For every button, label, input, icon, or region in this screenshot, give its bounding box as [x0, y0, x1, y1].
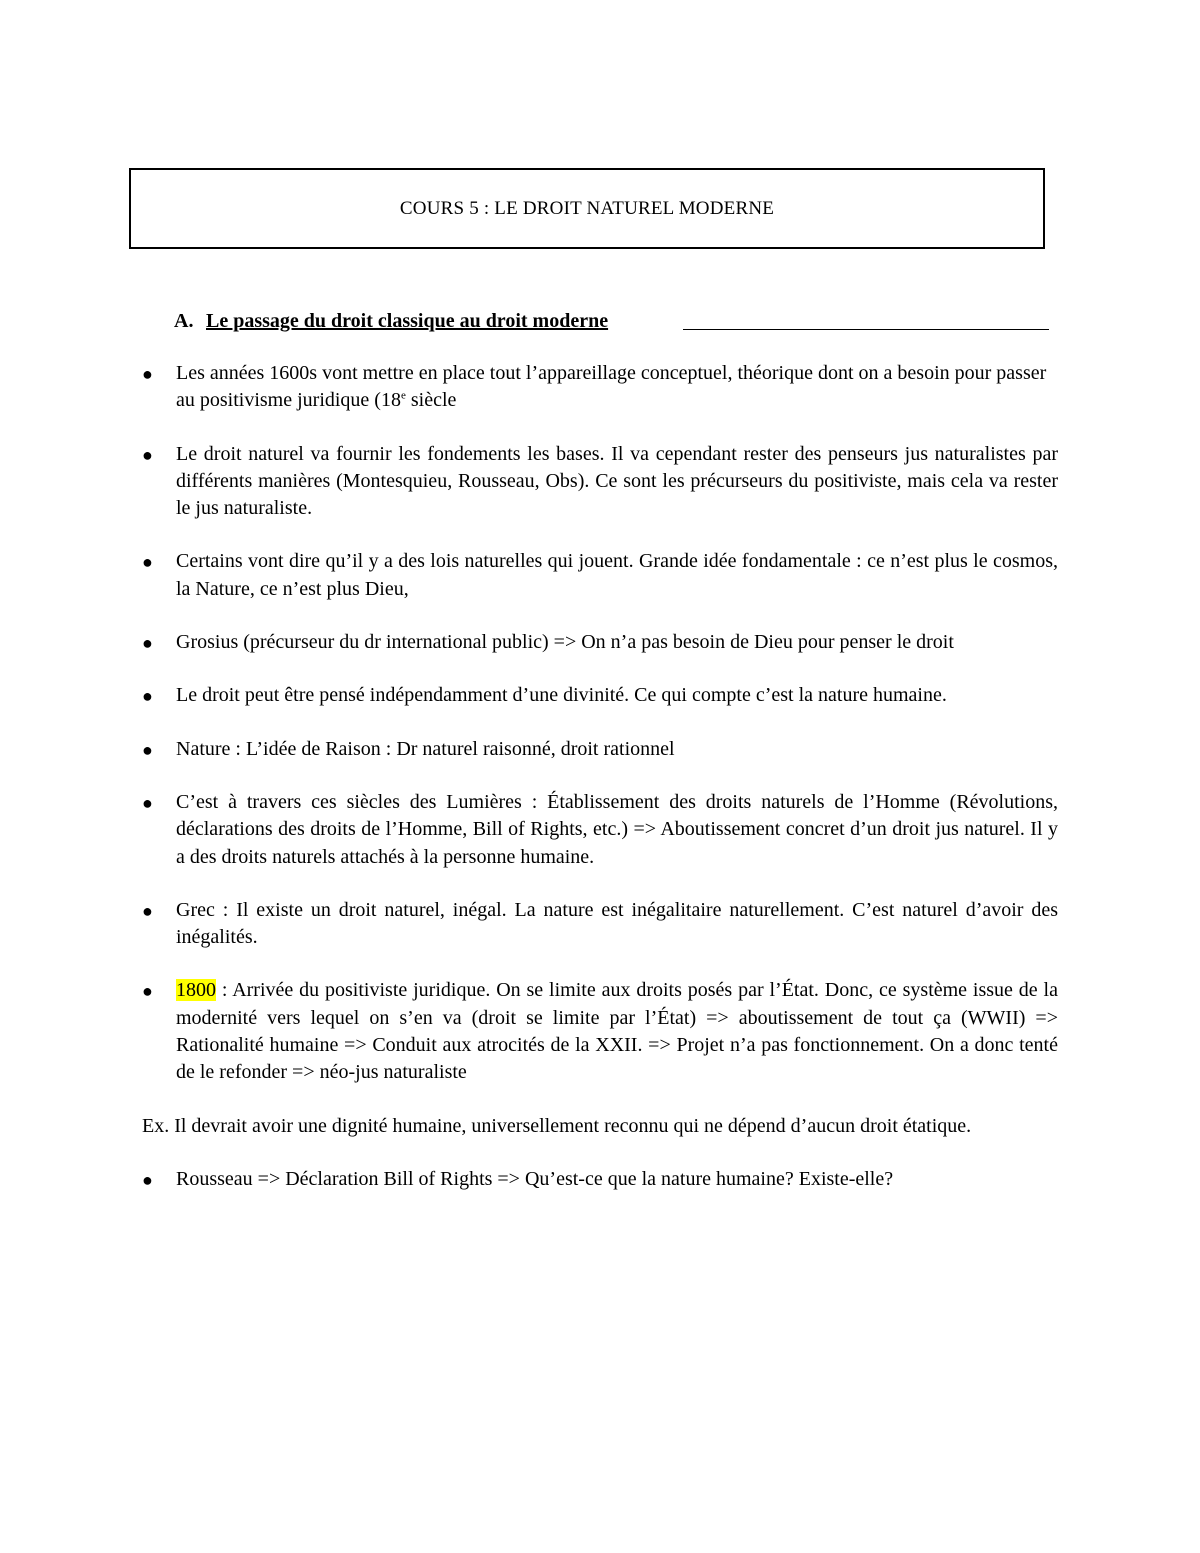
bullet-icon: ●: [142, 444, 153, 465]
section-letter: A.: [174, 310, 194, 332]
list-item: [142, 977, 1058, 1086]
bullet-icon: ●: [142, 981, 153, 1002]
list-item: [142, 1166, 1058, 1193]
title-box: [129, 168, 1045, 249]
bullet-icon: ●: [142, 633, 153, 654]
list-item: [142, 548, 1058, 603]
list-item-text: siècle: [405, 389, 457, 412]
list-item: [142, 789, 1058, 871]
bullet-icon: ●: [142, 739, 153, 760]
list-item-text: Rousseau => Déclaration Bill of Rights => Qu’est-ce que la nature humaine? Existe-elle?: [176, 1167, 894, 1190]
list-item: [142, 736, 1058, 763]
list-item-text: Le droit peut être pensé indépendamment d’une divinité. Ce qui compte c’est la nature humaine.: [176, 684, 947, 707]
section-heading-text: Le passage du droit classique au droit moderne: [206, 310, 609, 332]
list-item: [142, 629, 1058, 656]
superscript: e: [400, 389, 406, 402]
bullet-icon: ●: [142, 686, 153, 707]
section-heading: [175, 308, 1049, 335]
bullet-icon: ●: [142, 900, 153, 921]
example-paragraph: Ex. Il devrait avoir une dignité humaine, universellement reconnu qui ne dépend d’aucun droit étatique.: [142, 1114, 972, 1137]
bullet-icon: ●: [142, 552, 153, 573]
list-item-text: Le droit naturel va fournir les fondements les bases. Il va cependant rester des penseurs jus naturalistes par différents manières (Montesquieu, Rousseau, Obs). Ce sont les précurseurs du positiviste, mais cela va rester le jus naturaliste.: [176, 442, 1058, 520]
list-item-text: Nature : L’idée de Raison : Dr naturel raisonné, droit rationnel: [176, 737, 675, 760]
heading-underline-fill: [683, 329, 1049, 330]
page-title: COURS 5 : LE DROIT NATUREL MODERNE: [399, 197, 775, 219]
highlighted-year: 1800: [176, 979, 216, 1002]
list-item: [142, 897, 1058, 952]
list-item-text: C’est à travers ces siècles des Lumières : Établissement des droits naturels de l’Homme (Révolutions, déclarations des droits de l’Homme, Bill of Rights, etc.) => Aboutissement concret d’un droit jus naturel. Il y a des droits naturels attachés à la personne humaine.: [176, 790, 1058, 868]
list-item-text: Les années 1600s vont mettre en place tout l’appareillage conceptuel, théorique dont on a besoin pour passer au positivisme juridique (18: [176, 362, 1047, 412]
list-item-text: Certains vont dire qu’il y a des lois naturelles qui jouent. Grande idée fondamentale : ce n’est plus le cosmos, la Nature, ce n’est plus Dieu,: [176, 550, 1058, 600]
list-item: [142, 360, 1058, 415]
list-item: [142, 441, 1058, 523]
list-item-text: Grec : Il existe un droit naturel, inégal. La nature est inégalitaire naturellement. C’est naturel d’avoir des inégalités.: [176, 898, 1058, 949]
list-item-text: Grosius (précurseur du dr international public) => On n’a pas besoin de Dieu pour penser le droit: [176, 631, 954, 654]
list-item-text: : Arrivée du positiviste juridique. On se limite aux droits posés par l’État. Donc, ce système issue de la modernité vers lequel on s’en va (droit se limite par l’État) => aboutissement de tout ça (WWII) => Rationalité humaine => Conduit aux atrocités de la XXII. => Projet n’a pas fonctionnement. On a donc tenté de le refonder => néo-jus naturaliste: [176, 979, 1058, 1084]
document-body: [142, 360, 1058, 1219]
bullet-icon: ●: [142, 1169, 153, 1190]
bullet-icon: ●: [142, 792, 153, 813]
list-item: [142, 682, 1058, 709]
bullet-icon: ●: [142, 364, 153, 384]
